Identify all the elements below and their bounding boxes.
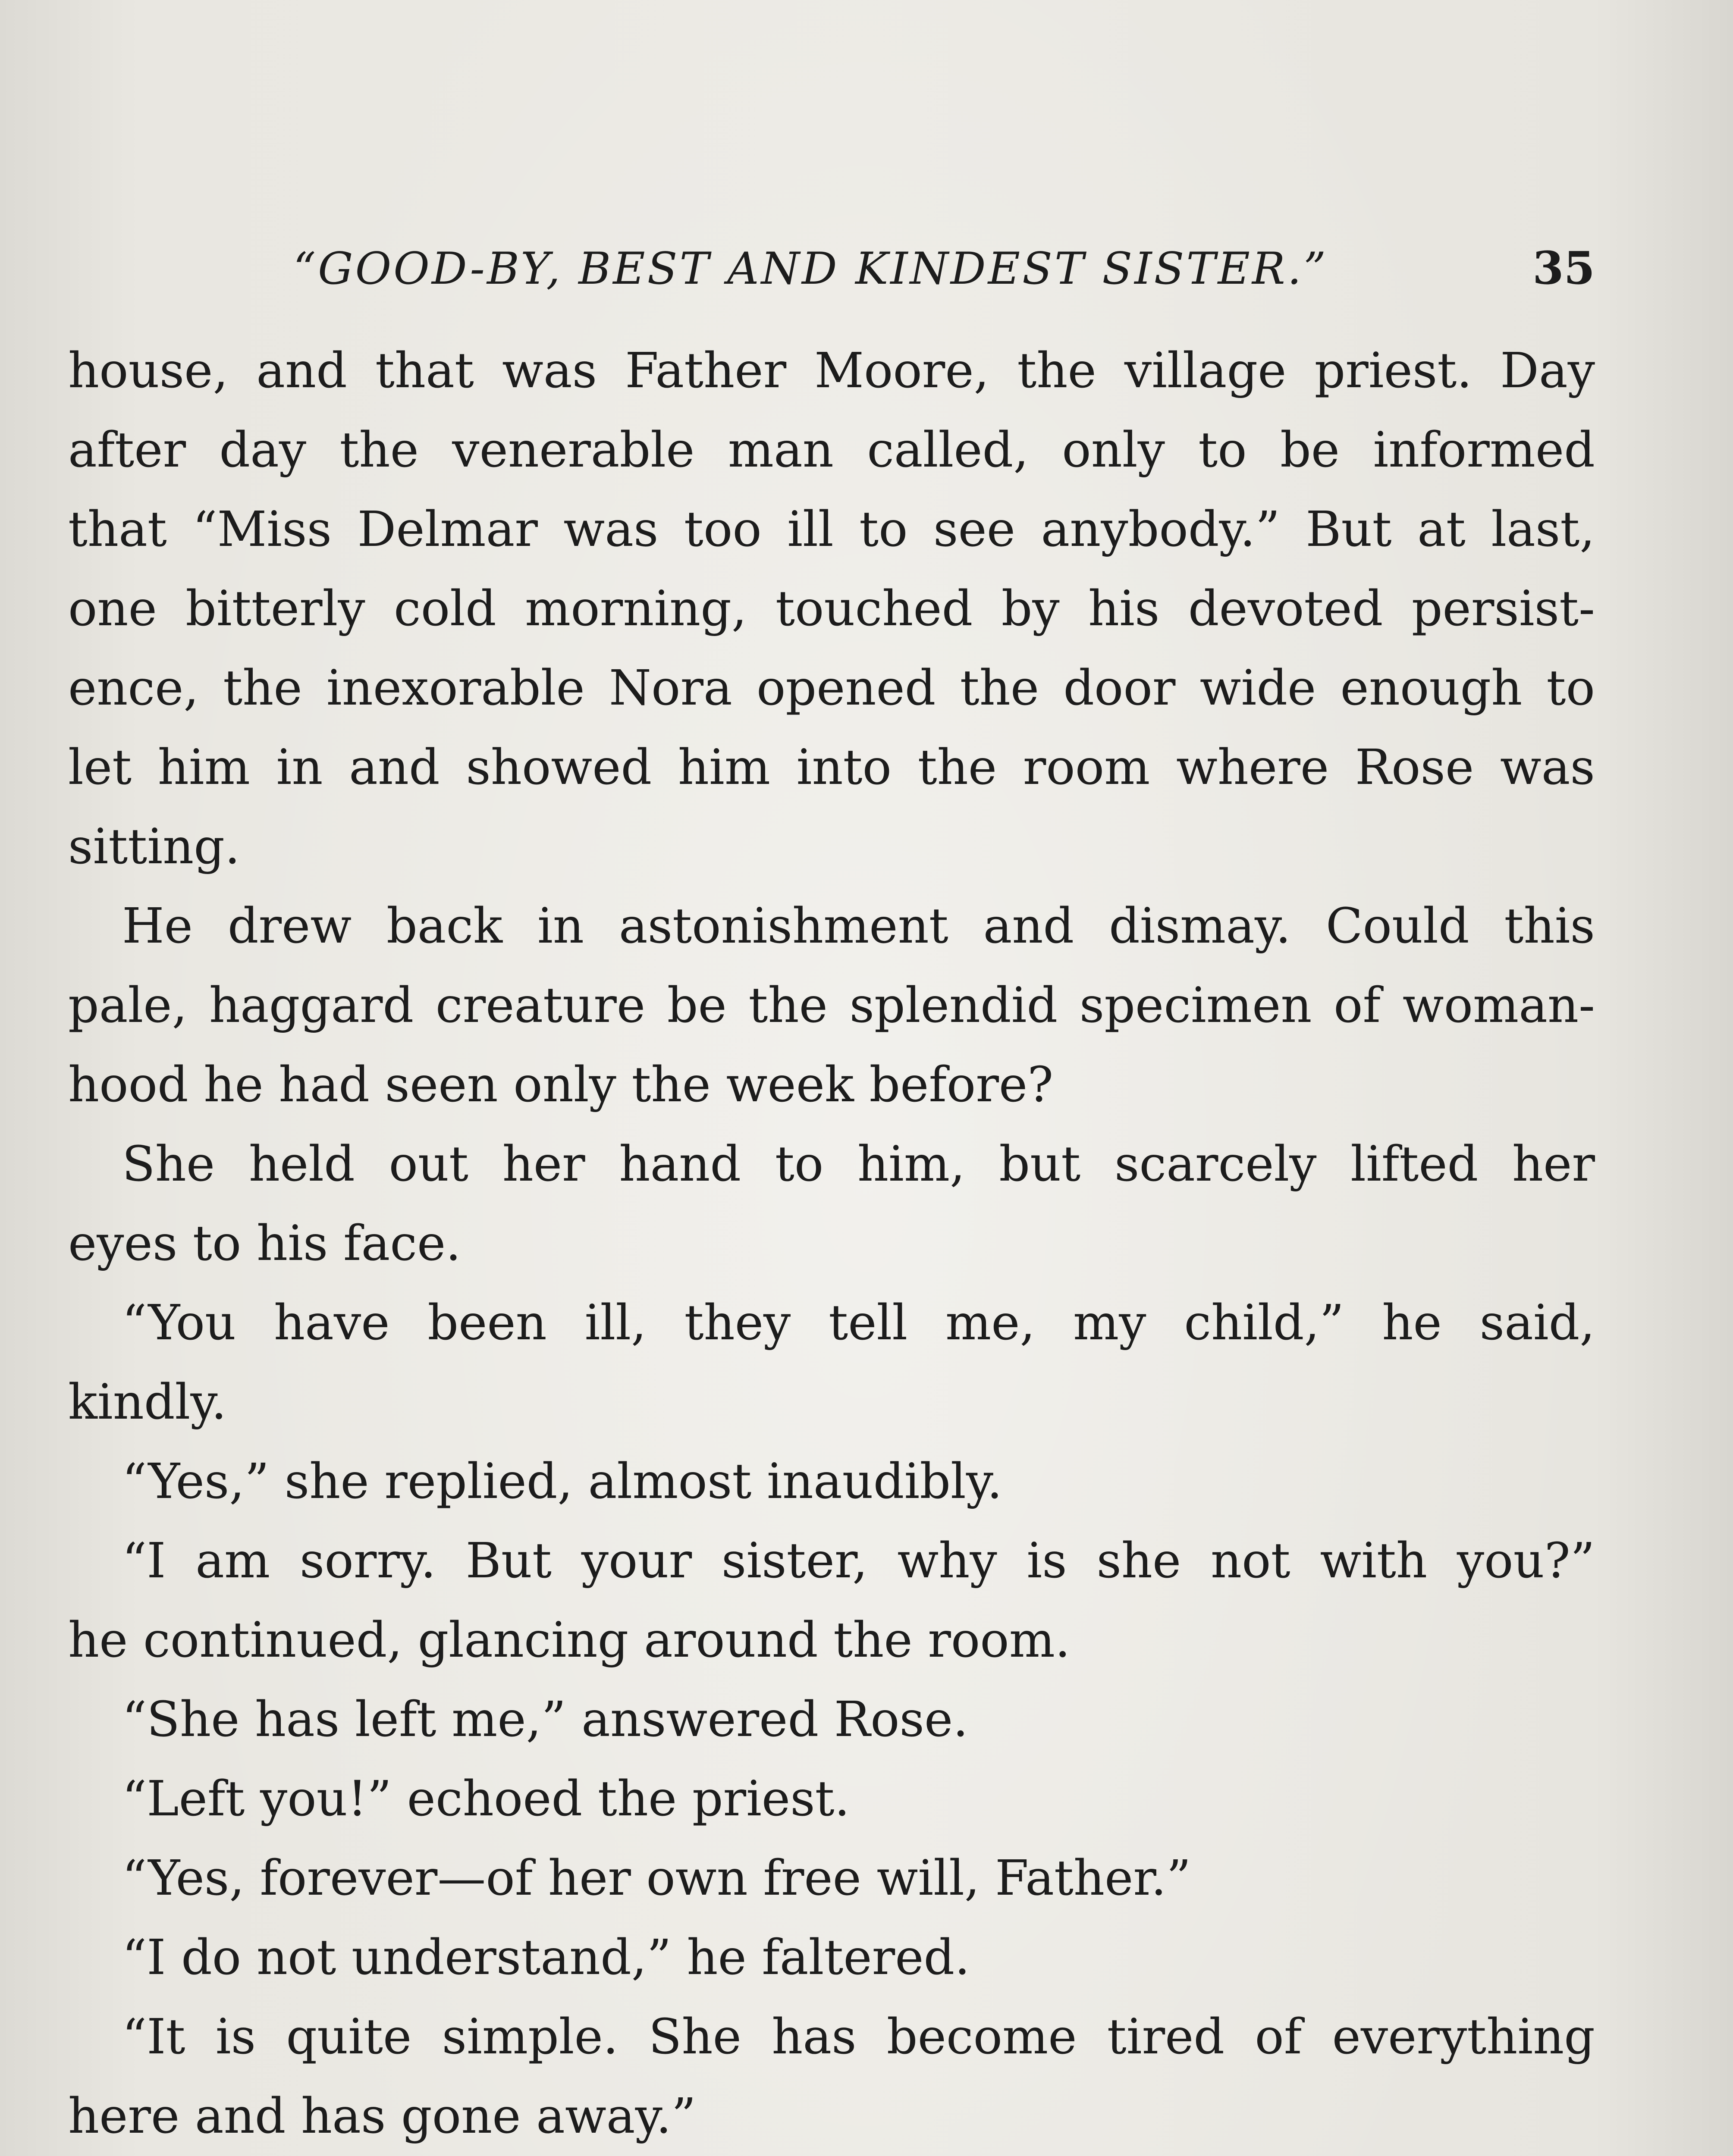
text-line: house, and that was Father Moore, the village priest. Day xyxy=(68,343,1595,399)
text-line: let him in and showed him into the room where Rose was xyxy=(68,740,1595,796)
text-line: after day the venerable man called, only to be informed xyxy=(68,422,1595,478)
text-line: “I am sorry. But your sister, why is she not with you?” xyxy=(122,1533,1595,1589)
text-line: eyes to his face. xyxy=(68,1216,461,1272)
text-line: pale, haggard creature be the splendid specimen of woman- xyxy=(68,978,1595,1034)
text-line: one bitterly cold morning, touched by his devoted persist- xyxy=(68,581,1595,637)
page-header xyxy=(293,241,1595,302)
running-title: “GOOD-BY, BEST AND KINDEST SISTER.” xyxy=(293,243,1328,295)
text-line: “Yes, forever—of her own free will, Father.” xyxy=(122,1850,1191,1906)
text-line: “She has left me,” answered Rose. xyxy=(122,1692,968,1748)
text-line: She held out her hand to him, but scarcely lifted her xyxy=(122,1136,1595,1192)
text-line: kindly. xyxy=(68,1374,227,1430)
text-line: “Yes,” she replied, almost inaudibly. xyxy=(122,1454,1002,1510)
text-line: here and has gone away.” xyxy=(68,2088,696,2144)
text-line: “Left you!” echoed the priest. xyxy=(122,1771,850,1827)
text-line: “I do not understand,” he faltered. xyxy=(122,1930,970,1986)
text-line: he continued, glancing around the room. xyxy=(68,1612,1071,1668)
text-line: “It is quite simple. She has become tired of everything xyxy=(122,2009,1595,2065)
text-line: sitting. xyxy=(68,819,240,875)
text-line: that “Miss Delmar was too ill to see anybody.” But at last, xyxy=(68,501,1595,558)
body-text xyxy=(68,331,1595,2156)
text-line: “You have been ill, they tell me, my child,” he said, xyxy=(122,1295,1595,1351)
text-line: hood he had seen only the week before? xyxy=(68,1057,1054,1113)
text-line: ence, the inexorable Nora opened the door wide enough to xyxy=(68,660,1595,716)
page-number: 35 xyxy=(1532,241,1595,295)
text-line: He drew back in astonishment and dismay. Could this xyxy=(122,898,1595,954)
